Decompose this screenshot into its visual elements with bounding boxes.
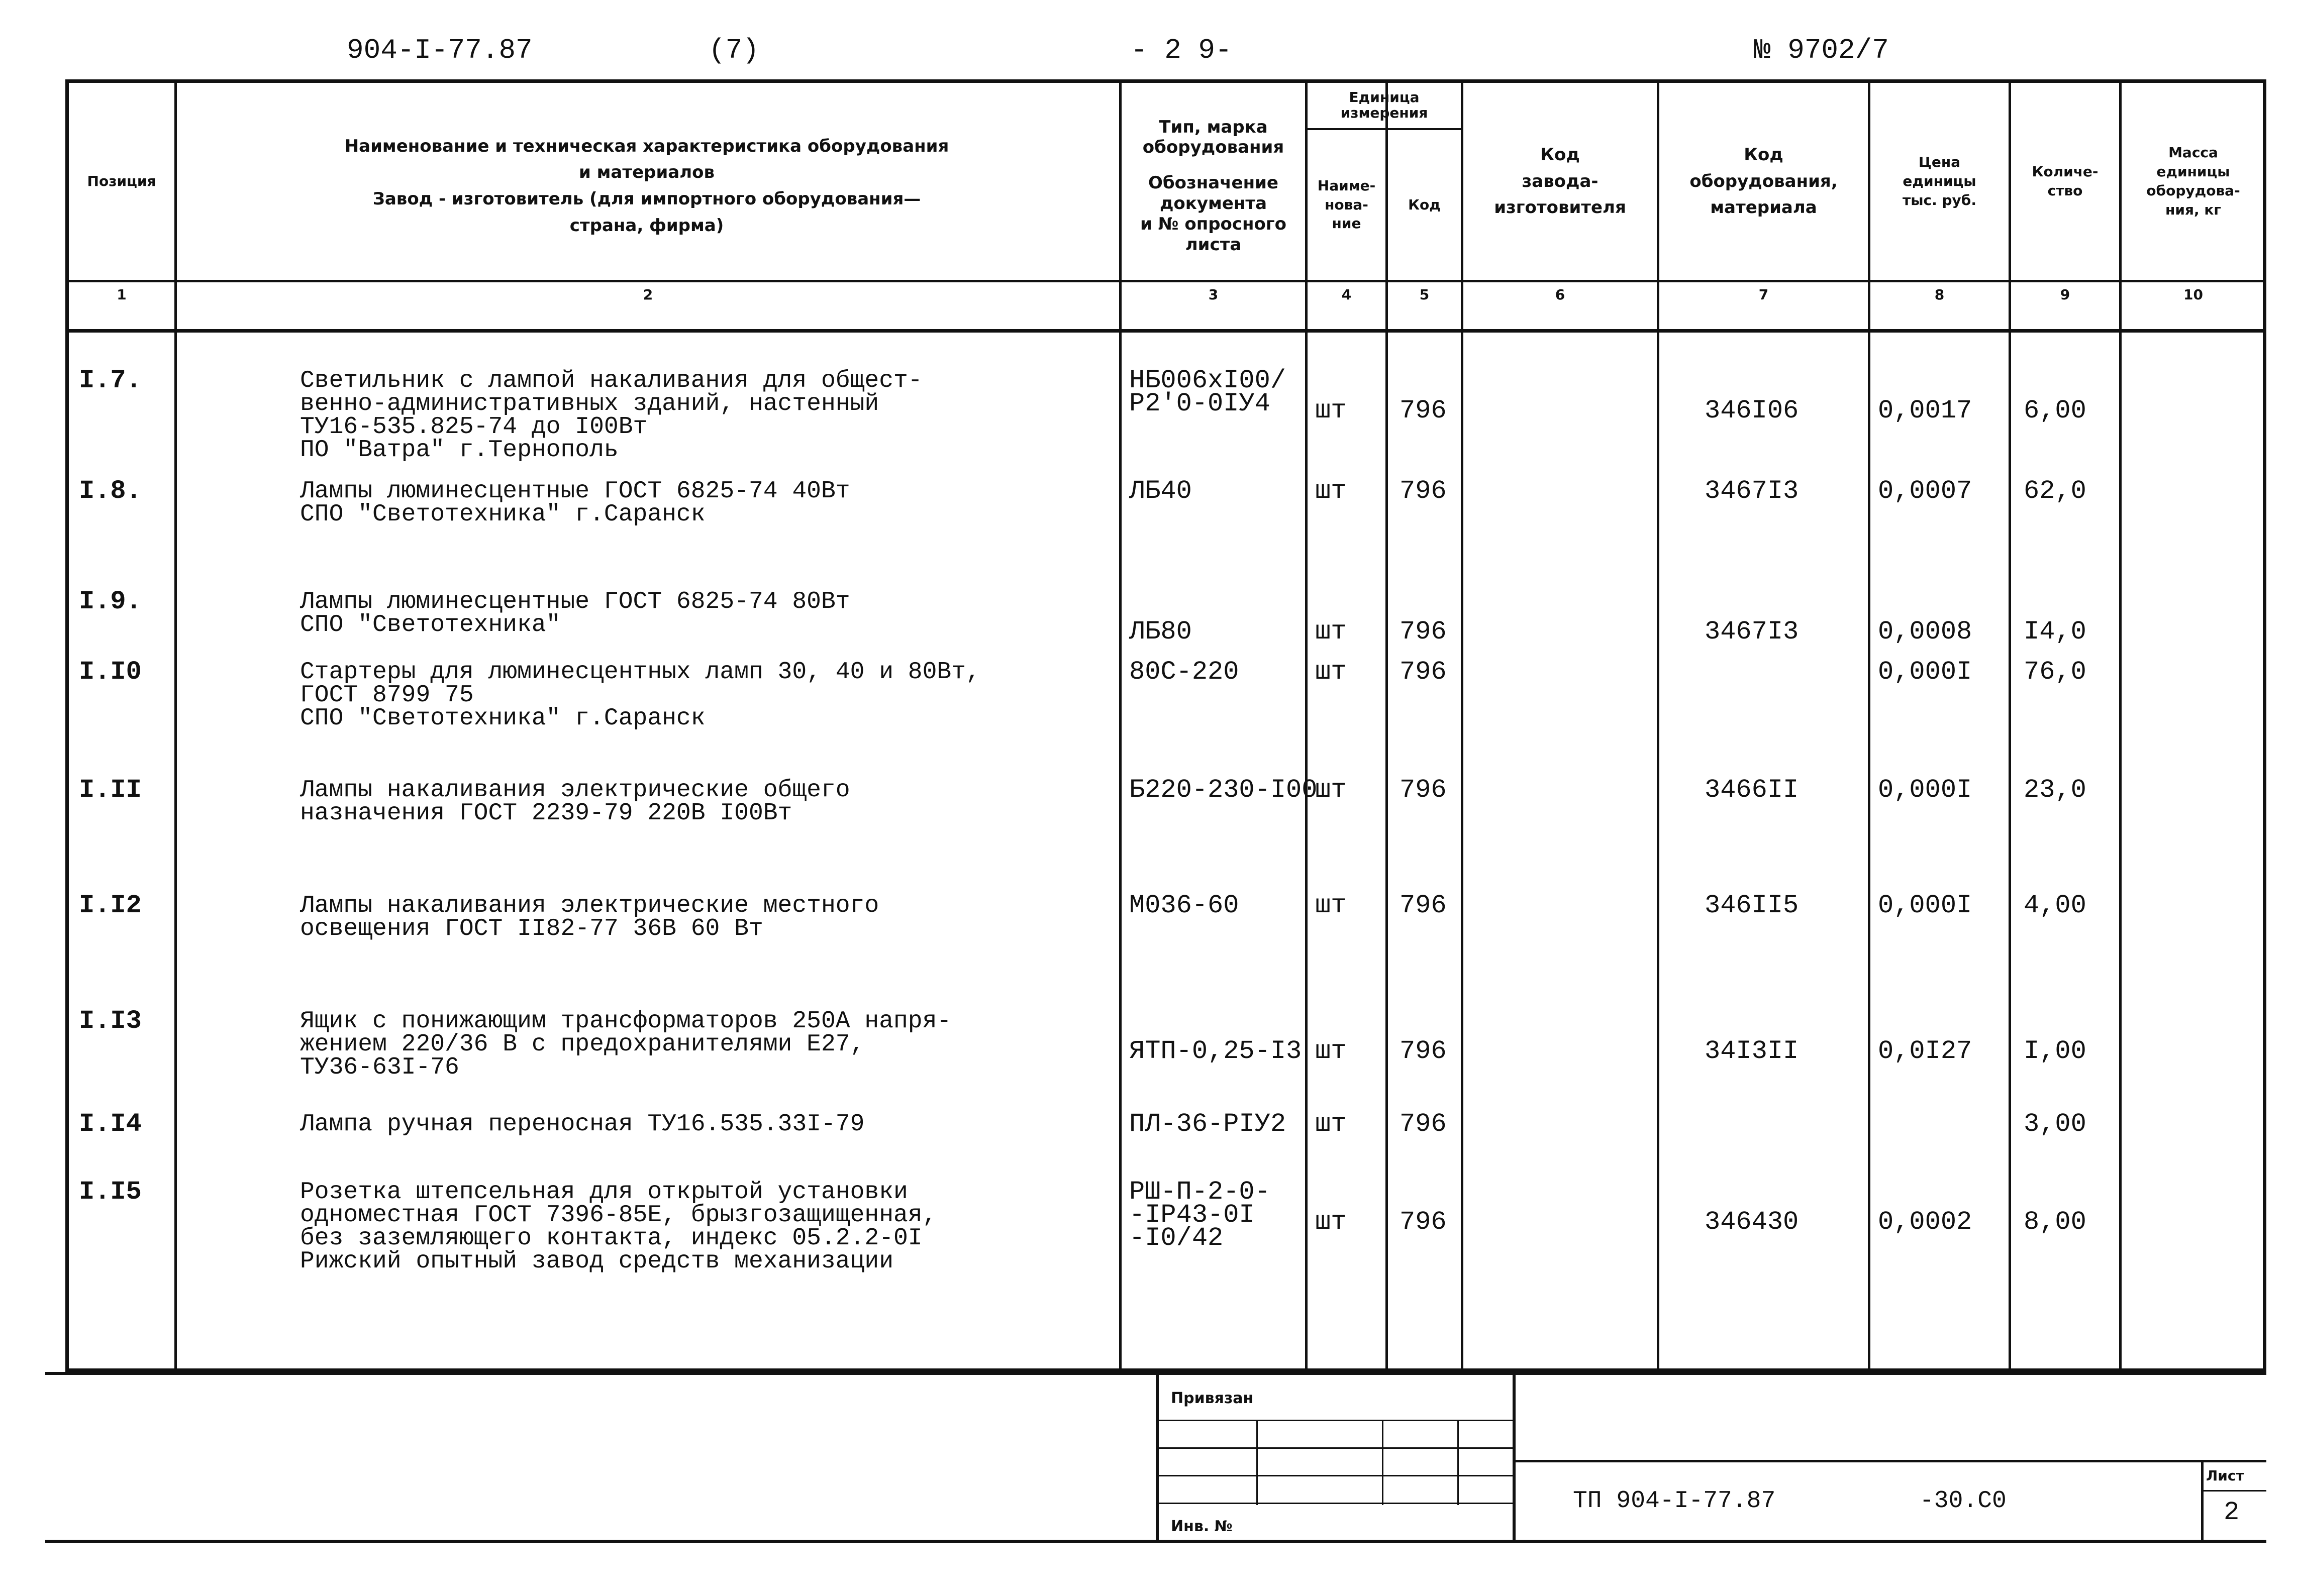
row-type: РШ-П-2-0- -IР43-0I -I0/42 <box>1129 1177 1270 1253</box>
row-quantity: 76,0 <box>2024 657 2086 687</box>
document-code: ТП 904-I-77.87 <box>1573 1487 1776 1515</box>
col-header-type: Тип, марка оборудования Обозначение документа и № опросного листа <box>1140 117 1287 255</box>
row-quantity: 3,00 <box>2024 1109 2086 1139</box>
row-type: НБ006хI00/ Р2'0-0IУ4 <box>1129 366 1286 418</box>
inventory-label: Инв. № <box>1171 1518 1233 1535</box>
row-unit-code: 796 <box>1400 775 1447 805</box>
row-unit: шт <box>1315 775 1347 805</box>
sheet-label: Лист <box>2206 1467 2244 1484</box>
row-type: ЯТП-0,25-I3 <box>1129 1036 1302 1066</box>
col-number: 7 <box>1758 286 1769 303</box>
row-unit-code: 796 <box>1400 1036 1447 1066</box>
row-unit-code: 796 <box>1400 476 1447 506</box>
row-name: Светильник с лампой накаливания для общест- венно-административных зданий, настенный ТУ16-535.825-74 до I00Вт ПО "Ватра" г.Тернополь <box>300 367 923 464</box>
row-quantity: 62,0 <box>2024 476 2086 506</box>
row-unit-code: 796 <box>1400 1207 1447 1237</box>
row-type: ЛБ80 <box>1129 617 1192 647</box>
row-name: Лампы люминесцентные ГОСТ 6825-74 80Вт СПО "Светотехника" <box>300 588 850 639</box>
row-position: I.8. <box>79 476 142 506</box>
row-unit: шт <box>1315 1036 1347 1066</box>
col-number: 4 <box>1341 286 1352 303</box>
row-material-code: 346I06 <box>1705 396 1799 425</box>
col-header-manufacturer-code: Код завода- изготовителя <box>1494 144 1626 218</box>
row-unit: шт <box>1315 396 1347 425</box>
row-unit-price: 0,0017 <box>1878 396 1972 425</box>
row-material-code: 3467I3 <box>1705 617 1799 647</box>
row-unit: шт <box>1315 617 1347 647</box>
page-number: - 2 9- <box>1131 34 1232 66</box>
row-name: Лампы люминесцентные ГОСТ 6825-74 40Вт СПО "Светотехника" г.Саранск <box>300 478 850 528</box>
row-unit-price: 0,0008 <box>1878 617 1972 647</box>
row-unit-code: 796 <box>1400 617 1447 647</box>
row-quantity: I,00 <box>2024 1036 2086 1066</box>
col-header-unit-code: Код <box>1408 196 1441 213</box>
row-type: М036-60 <box>1129 891 1239 920</box>
row-unit-price: 0,000I <box>1878 891 1972 920</box>
row-unit: шт <box>1315 891 1347 920</box>
row-quantity: 4,00 <box>2024 891 2086 920</box>
col-header-unit-group: Единица измерения <box>1340 89 1428 121</box>
row-unit-price: 0,0007 <box>1878 476 1972 506</box>
row-position: I.I5 <box>79 1177 142 1207</box>
col-number: 8 <box>1934 286 1945 303</box>
col-number: 3 <box>1208 286 1219 303</box>
row-material-code: 34I3II <box>1705 1036 1799 1066</box>
row-name: Лампы накаливания электрические общего назначения ГОСТ 2239-79 220В I00Вт <box>300 777 850 827</box>
section-number: (7) <box>709 34 759 66</box>
row-quantity: I4,0 <box>2024 617 2086 647</box>
col-header-material-code: Код оборудования, материала <box>1689 144 1838 218</box>
row-quantity: 8,00 <box>2024 1207 2086 1237</box>
col-header-unit-mass: Масса единицы оборудова- ния, кг <box>2146 144 2240 218</box>
row-unit: шт <box>1315 1109 1347 1139</box>
row-position: I.I0 <box>79 657 142 687</box>
row-unit: шт <box>1315 657 1347 687</box>
row-unit-price: 0,000I <box>1878 775 1972 805</box>
row-position: I.I3 <box>79 1006 142 1036</box>
row-unit-code: 796 <box>1400 891 1447 920</box>
specification-table <box>65 79 2266 1372</box>
row-position: I.7. <box>79 366 142 395</box>
row-material-code: 346430 <box>1705 1207 1799 1237</box>
document-code-suffix: -30.С0 <box>1920 1487 2007 1515</box>
row-type: Б220-230-I00 <box>1129 775 1318 805</box>
col-number: 5 <box>1419 286 1430 303</box>
row-unit-price: 0,0I27 <box>1878 1036 1972 1066</box>
col-header-position: Позиция <box>87 173 156 190</box>
row-name: Лампа ручная переносная ТУ16.535.33I-79 <box>300 1111 865 1138</box>
col-header-unit-price: Цена единицы тыс. руб. <box>1902 154 1976 208</box>
row-name: Стартеры для люминесцентных ламп 30, 40 и 80Вт, ГОСТ 8799 75 СПО "Светотехника" г.Саранск <box>300 659 980 732</box>
col-header-quantity: Количе- ство <box>2032 163 2099 199</box>
row-position: I.I4 <box>79 1109 142 1139</box>
row-unit-code: 796 <box>1400 396 1447 425</box>
row-name: Ящик с понижающим трансформаторов 250А напря- жением 220/36 В с предохранителями Е27, ТУ36-63I-76 <box>300 1008 952 1081</box>
album-number: № 9702/7 <box>1754 34 1889 66</box>
col-number: 10 <box>2183 286 2203 303</box>
sheet-number: 2 <box>2224 1498 2240 1527</box>
row-unit-price: 0,000I <box>1878 657 1972 687</box>
project-code: 904-I-77.87 <box>347 34 533 66</box>
row-type: ЛБ40 <box>1129 476 1192 506</box>
col-number: 2 <box>643 286 653 303</box>
row-name: Лампы накаливания электрические местного освещения ГОСТ II82-77 36В 60 Вт <box>300 892 879 942</box>
row-position: I.II <box>79 775 142 805</box>
row-material-code: 3466II <box>1705 775 1799 805</box>
row-unit-code: 796 <box>1400 657 1447 687</box>
row-unit: шт <box>1315 1207 1347 1237</box>
tied-label: Привязан <box>1171 1390 1254 1407</box>
col-header-unit-name: Наиме- нова- ние <box>1317 177 1376 232</box>
row-unit: шт <box>1315 476 1347 506</box>
title-block <box>45 1372 2266 1563</box>
col-number: 6 <box>1555 286 1565 303</box>
row-type: ПЛ-36-РIУ2 <box>1129 1109 1286 1139</box>
col-number: 1 <box>117 286 127 303</box>
row-name: Розетка штепсельная для открытой установки одноместная ГОСТ 7396-85Е, брызгозащищенная, без заземляющего контакта, индекс 05.2.2-0I Рижский опытный завод средств механизации <box>300 1179 937 1275</box>
row-material-code: 346II5 <box>1705 891 1799 920</box>
row-quantity: 6,00 <box>2024 396 2086 425</box>
row-position: I.I2 <box>79 891 142 920</box>
col-header-name: Наименование и техническая характеристика оборудования и материалов Завод - изготовитель (для импортного оборудования— страна, фирма) <box>344 136 949 236</box>
row-type: 80С-220 <box>1129 657 1239 687</box>
row-position: I.9. <box>79 587 142 616</box>
page-header <box>0 0 2297 75</box>
row-quantity: 23,0 <box>2024 775 2086 805</box>
row-unit-code: 796 <box>1400 1109 1447 1139</box>
row-unit-price: 0,0002 <box>1878 1207 1972 1237</box>
col-number: 9 <box>2060 286 2070 303</box>
row-material-code: 3467I3 <box>1705 476 1799 506</box>
